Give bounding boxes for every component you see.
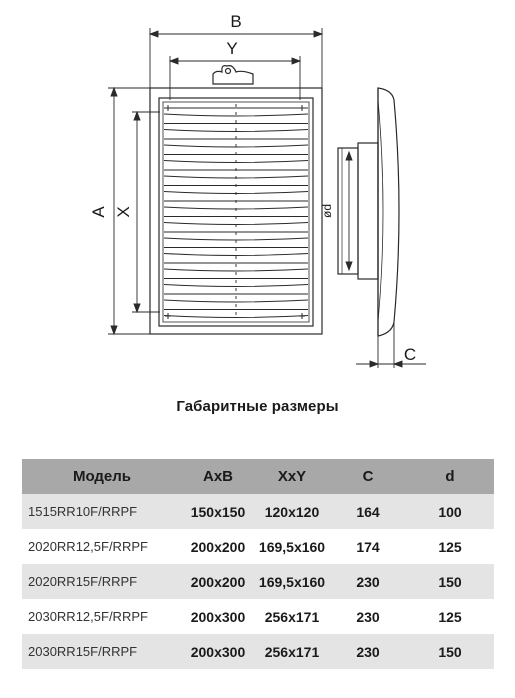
- front-view: [150, 66, 322, 334]
- dimension-b: [150, 28, 322, 88]
- table-row: [22, 494, 494, 529]
- cell-c: 230: [330, 564, 406, 599]
- duct-collar: [338, 148, 358, 274]
- cell-model: 1515RR10F/RRPF: [22, 494, 182, 529]
- cell-d: 125: [406, 529, 494, 564]
- table-row: [22, 529, 494, 564]
- cell-d: 150: [406, 634, 494, 669]
- dimension-x: [132, 112, 160, 312]
- inner-frame: [159, 98, 313, 326]
- label-a: A: [89, 206, 108, 218]
- header-d: d: [406, 459, 494, 494]
- header-axb: AxB: [182, 459, 254, 494]
- cell-c: 174: [330, 529, 406, 564]
- cell-model: 2030RR12,5F/RRPF: [22, 599, 182, 634]
- louver-slats: [164, 104, 308, 320]
- table-row: [22, 599, 494, 634]
- grille-face-profile: [378, 88, 399, 336]
- cell-model: 2020RR12,5F/RRPF: [22, 529, 182, 564]
- cell-xxy: 256x171: [254, 634, 330, 669]
- cell-axb: 200x300: [182, 599, 254, 634]
- dimension-d: [346, 152, 352, 270]
- header-c: C: [330, 459, 406, 494]
- hanger-loop: [213, 66, 253, 84]
- cell-axb: 150x150: [182, 494, 254, 529]
- caption-dimensions: Габаритные размеры: [176, 398, 339, 415]
- label-c: C: [403, 345, 417, 364]
- cell-axb: 200x200: [182, 529, 254, 564]
- cell-axb: 200x200: [182, 564, 254, 599]
- table-header-row: [22, 459, 494, 494]
- label-x: X: [114, 206, 133, 218]
- dimensions-table: [22, 459, 494, 669]
- cell-c: 164: [330, 494, 406, 529]
- cell-c: 230: [330, 634, 406, 669]
- cell-d: 150: [406, 564, 494, 599]
- table-row: [22, 564, 494, 599]
- cell-model: 2030RR15F/RRPF: [22, 634, 182, 669]
- cell-c: 230: [330, 599, 406, 634]
- label-d: ød: [320, 203, 334, 219]
- cell-d: 100: [406, 494, 494, 529]
- side-view: [338, 88, 399, 336]
- cell-xxy: 256x171: [254, 599, 330, 634]
- header-xxy: XxY: [254, 459, 330, 494]
- label-y: Y: [226, 39, 238, 58]
- cell-xxy: 169,5x160: [254, 564, 330, 599]
- label-b: B: [230, 12, 242, 31]
- cell-xxy: 169,5x160: [254, 529, 330, 564]
- cell-d: 125: [406, 599, 494, 634]
- header-model: Модель: [22, 459, 182, 494]
- cell-axb: 200x300: [182, 634, 254, 669]
- cell-model: 2020RR15F/RRPF: [22, 564, 182, 599]
- cell-xxy: 120x120: [254, 494, 330, 529]
- table-row: [22, 634, 494, 669]
- dimension-y: [170, 56, 300, 100]
